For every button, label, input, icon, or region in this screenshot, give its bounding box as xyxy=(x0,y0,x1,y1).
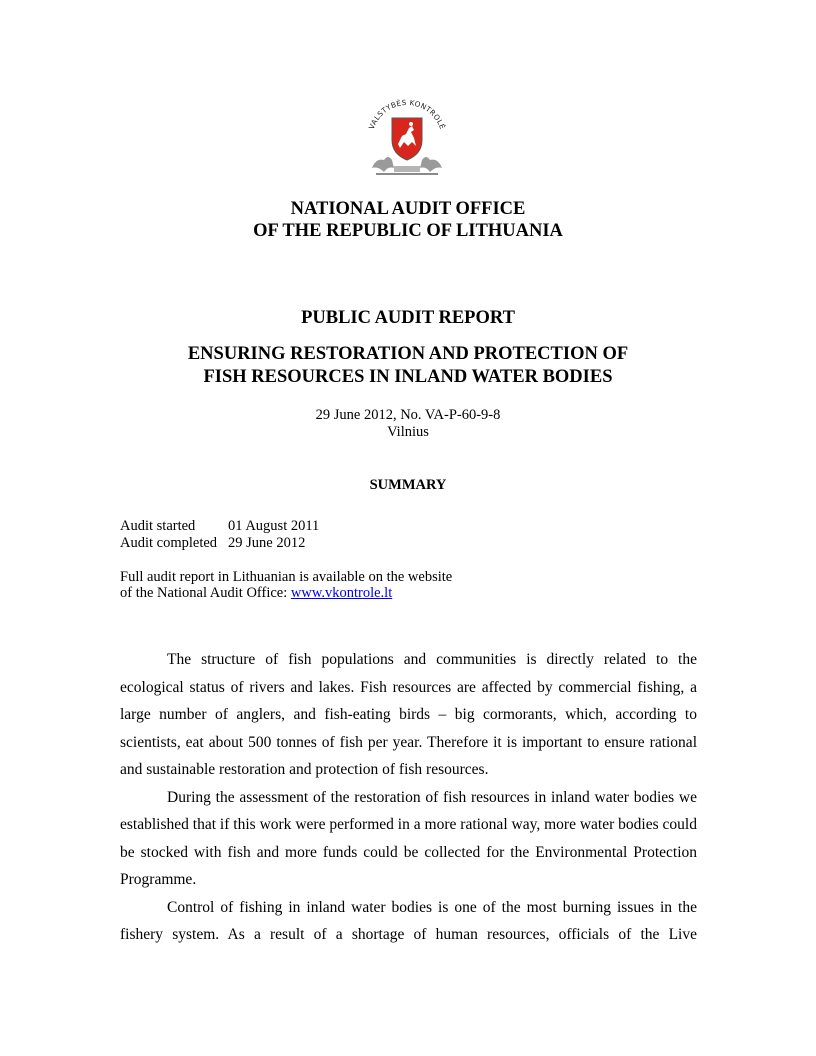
audit-started-value: 01 August 2011 xyxy=(228,518,320,534)
org-name-line1: NATIONAL AUDIT OFFICE xyxy=(290,199,526,219)
report-title-line1: ENSURING RESTORATION AND PROTECTION OF xyxy=(187,344,629,364)
report-date-number: 29 June 2012, No. VA-P-60-9-8 xyxy=(315,407,501,423)
availability-line1: Full audit report in Lithuanian is available on the website xyxy=(120,569,453,585)
coat-of-arms-seal-icon xyxy=(362,96,452,180)
audit-completed-value: 29 June 2012 xyxy=(228,535,306,551)
website-link[interactable]: www.vkontrole.lt xyxy=(290,585,393,601)
paragraph: Control of fishing in inland water bodies is one of the most burning issues in the fishery system. As a result of a shortage of human resources, officials of the Live xyxy=(120,898,697,943)
summary-body xyxy=(120,646,697,949)
audit-started-row xyxy=(120,518,319,534)
paragraph: During the assessment of the restoration of fish resources in inland water bodies we established that if this work were performed in a more rational way, more water bodies could be stocked with fish and more funds could be collected for the Environmental Protection Programme. xyxy=(120,788,697,888)
report-type: PUBLIC AUDIT REPORT xyxy=(301,308,515,328)
availability-line2 xyxy=(120,585,392,601)
org-name-line2: OF THE REPUBLIC OF LITHUANIA xyxy=(253,221,563,241)
section-heading: SUMMARY xyxy=(369,477,447,493)
report-title-line2: FISH RESOURCES IN INLAND WATER BODIES xyxy=(203,367,613,387)
report-place: Vilnius xyxy=(387,424,429,440)
audit-completed-label: Audit completed xyxy=(120,535,218,551)
availability-prefix: of the National Audit Office: xyxy=(120,585,291,601)
seal-text: VALSTYBĖS KONTROLĖ xyxy=(366,97,448,131)
paragraph: The structure of fish populations and communities is directly related to the ecological status of rivers and lakes. Fish resources are affected by commercial fishing, a large number of anglers, and fish-eating birds – big cormorants, which, according to scientists, eat about 500 tonnes of fish per year. Therefore it is important to ensure rational and sustainable restoration and protection of fish resources. xyxy=(120,651,697,778)
audit-started-label: Audit started xyxy=(120,518,196,534)
audit-completed-row xyxy=(120,535,305,551)
